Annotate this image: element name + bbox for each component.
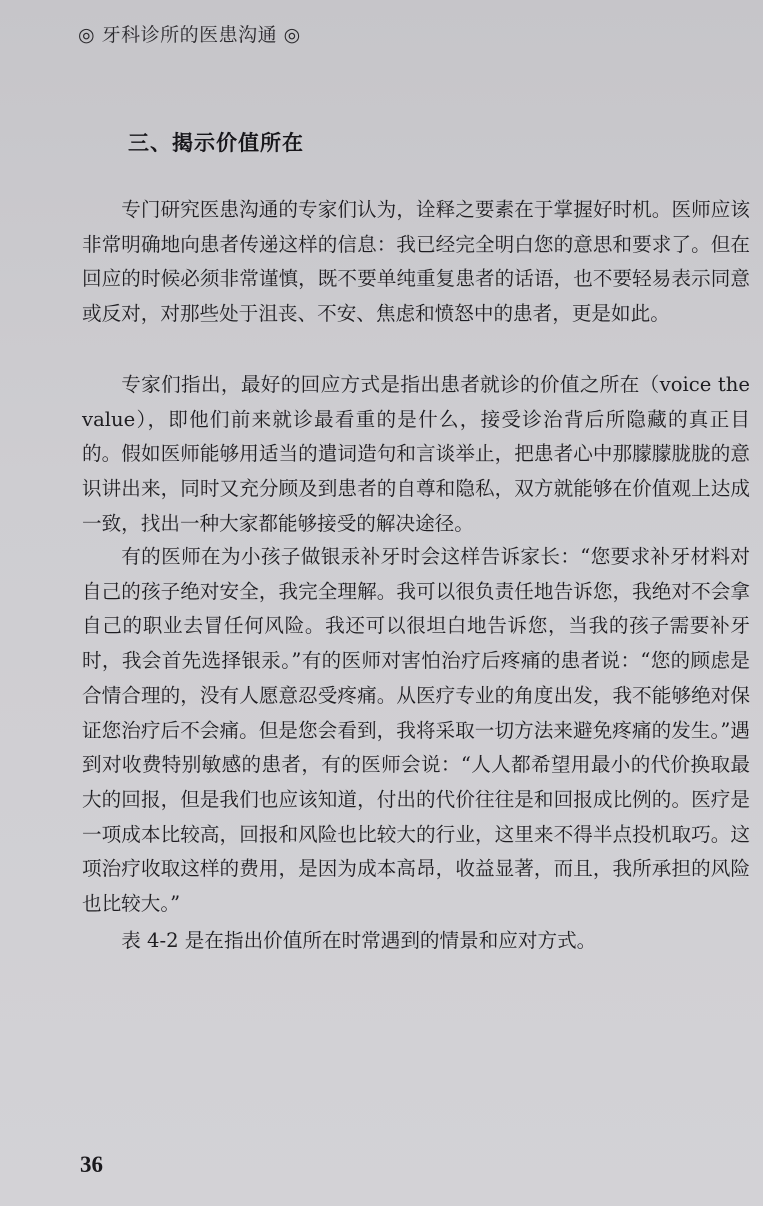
section-title: 三、揭示价值所在 [128, 131, 304, 155]
paragraph-4: 表 4-2 是在指出价值所在时常遇到的情景和应对方式。 [121, 929, 597, 952]
paragraph-3: 有的医师在为小孩子做银汞补牙时会这样告诉家长：“您要求补牙材料对自己的孩子绝对安全，我完全理解。我可以很负责任地告诉您，我绝对不会拿自己的职业去冒任何风险。我还可以很坦白地告诉您，当我的孩子需要补牙时，我会首先选择银汞。”有的医师对害怕治疗后疼痛的患者说：“您的顾虑是合情合理的，没有人愿意忍受疼痛。从医疗专业的角度出发，我不能够绝对保证您治疗后不会痛。但是您会看到，我将采取一切方法来避免疼痛的发生。”遇到对收费特别敏感的患者，有的医师会说：“人人都希望用最小的代价换取最大的回报，但是我们也应该知道，付出的代价往往是和回报成比例的。医疗是一项成本比较高，回报和风险也比较大的行业，这里来不得半点投机取巧。这项治疗收取这样的费用，是因为成本高昂，收益显著，而且，我所承担的风险也比较大。” [82, 545, 750, 916]
page-number: 36 [80, 1152, 103, 1177]
paragraph-2: 专家们指出，最好的回应方式是指出患者就诊的价值之所在（voice the value），即他们前来就诊最看重的是什么，接受诊治背后所隐藏的真正目的。假如医师能够用适当的遣词造句和言谈举止，把患者心中那朦朦胧胧的意识讲出来，同时又充分顾及到患者的自尊和隐私，双方就能够在价值观上达成一致，找出一种大家都能够接受的解决途径。 [82, 373, 750, 535]
running-head: ◎ 牙科诊所的医患沟通 ◎ [78, 24, 301, 46]
paragraph-1: 专门研究医患沟通的专家们认为，诠释之要素在于掌握好时机。医师应该非常明确地向患者传递这样的信息：我已经完全明白您的意思和要求了。但在回应的时候必须非常谨慎，既不要单纯重复患者的话语，也不要轻易表示同意或反对，对那些处于沮丧、不安、焦虑和愤怒中的患者，更是如此。 [82, 198, 750, 326]
